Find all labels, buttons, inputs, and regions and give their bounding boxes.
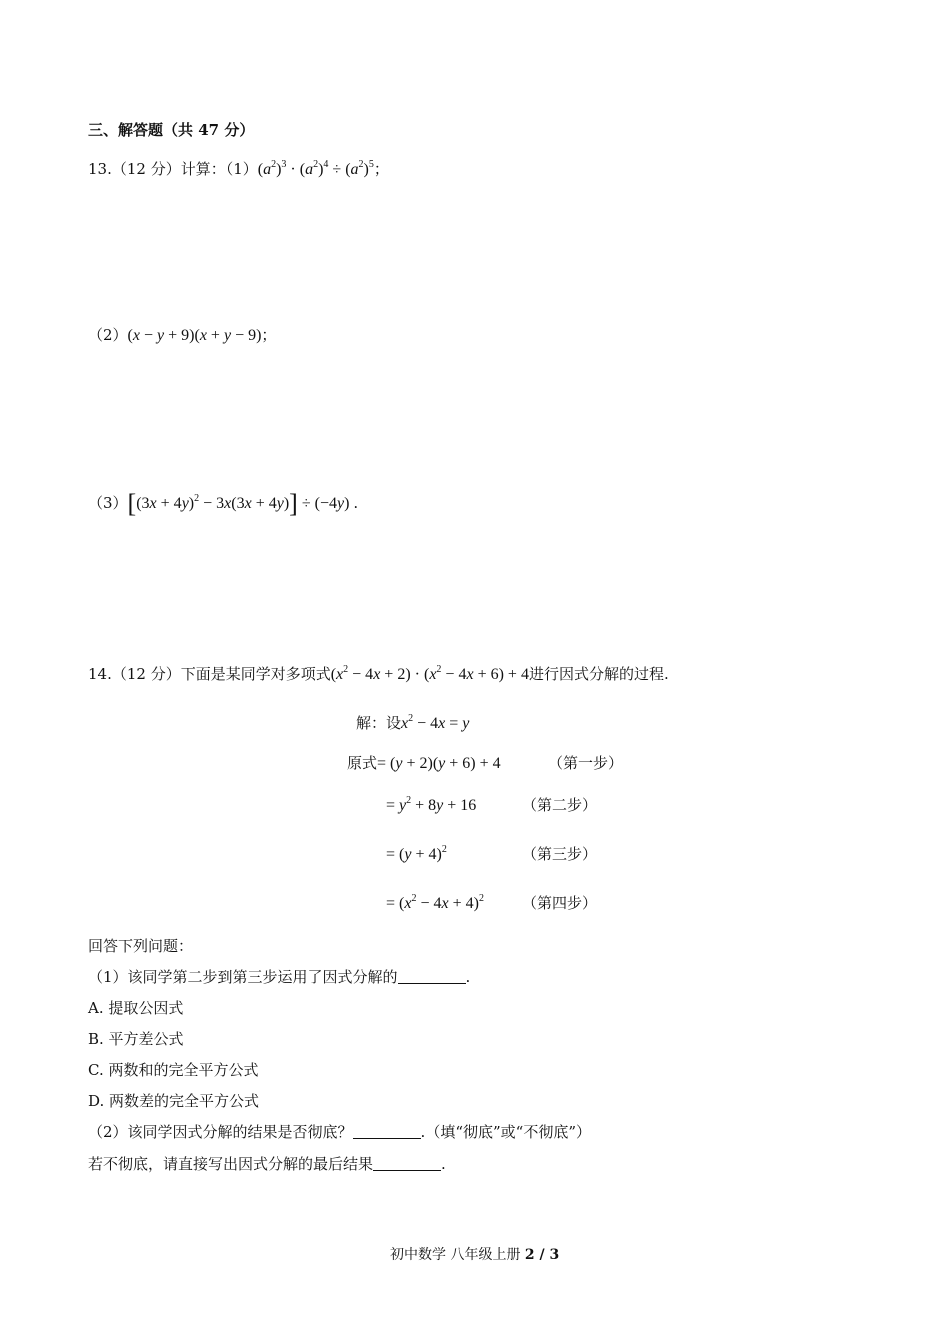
part-3-label: （3）: [88, 494, 128, 512]
option-c: C. 两数和的完全平方公式: [88, 1061, 259, 1079]
question-13-part-2: （2）(x − y + 9)(x + y − 9)；: [88, 326, 277, 344]
option-a: A. 提取公因式: [88, 999, 184, 1017]
solution-step-3: = $(y + 4)^2$: [386, 844, 447, 863]
answer-blank-3[interactable]: [373, 1156, 441, 1171]
formula-14-polynomial: $(x^2 - 4x + 2) \cdot (x^2 - 4x + 6) + 4$: [330, 664, 529, 683]
solution-step-1: 原式= (y + 2)(y + 6) + 4: [347, 754, 501, 772]
option-d: D. 两数差的完全平方公式: [88, 1092, 260, 1110]
question-13-label: 13.（12 分）计算：（1）: [88, 160, 258, 178]
formula-13-3: $[(3x + 4y)^2 - 3x(3x + 4y)] \div (-4y)$: [127, 489, 354, 518]
question-14-label: 14.（12 分）下面是某同学对多项式: [88, 665, 331, 683]
step-3-tag: （第三步）: [522, 845, 598, 863]
page-footer: [390, 1247, 559, 1264]
step-2-tag: （第二步）: [522, 796, 598, 814]
formula-13-2: (x − y + 9)(x + y − 9): [127, 327, 262, 344]
part-2-label: （2）: [88, 326, 128, 344]
formula-13-1: $(a^2)^3 \cdot (a^2)^4 \div (a^2)^5$: [257, 159, 374, 178]
solution-step-4: = $(x^2 - 4x + 4)^2$: [386, 893, 484, 912]
question-14: 14.（12 分）下面是某同学对多项式$(x^2 - 4x + 2) \cdot (x^2 - 4x + 6) + 4$进行因式分解的过程.: [88, 664, 669, 683]
solution-step-2: = $y^2 + 8y + 16$: [386, 795, 477, 814]
section-title: 三、解答题（共 47 分）: [88, 121, 255, 139]
question-13-part-1: 13.（12 分）计算：$(1)(a^2)^3 \cdot (a^2)^4 \div (a^2)^5$；: [88, 159, 389, 178]
answer-blank-1[interactable]: [398, 969, 466, 984]
step-1-tag: （第一步）: [548, 754, 624, 772]
sub-question-2b: 若不彻底，请直接写出因式分解的最后结果 .: [88, 1155, 446, 1173]
footer-text: 初中数学 八年级上册: [390, 1247, 525, 1263]
answer-prompt: 回答下列问题：: [88, 937, 194, 955]
sub-question-1: （1）该同学第二步到第三步运用了因式分解的 .: [88, 968, 471, 986]
sub-question-2: （2）该同学因式分解的结果是否彻底？ .（填“彻底”或“不彻底”）: [88, 1123, 591, 1141]
step-4-tag: （第四步）: [522, 894, 598, 912]
solution-substitution: 解：设$x^2 - 4x = y$: [356, 713, 470, 732]
question-13-part-3: $(3)[(3x + 4y)^2 - 3x(3x + 4y)] \div (-4y)$ .: [88, 489, 359, 518]
page-number: 2 / 3: [524, 1247, 560, 1263]
option-b: B. 平方差公式: [88, 1030, 184, 1048]
answer-blank-2[interactable]: [353, 1124, 421, 1139]
